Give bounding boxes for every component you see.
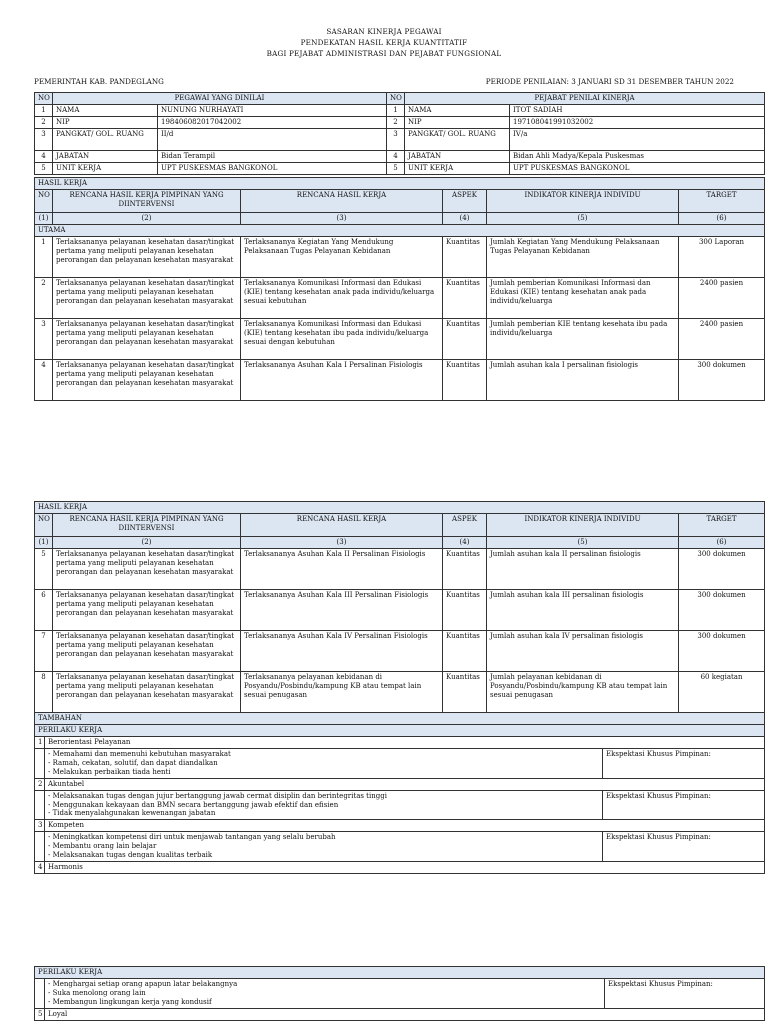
nama-penilai: ITOT SADIAH xyxy=(510,105,765,117)
section-utama: UTAMA xyxy=(35,224,765,236)
table-row: 5 Terlaksananya pelayanan kesehatan dasar/tingkat pertama yang meliputi pelayanan kesehatan perorangan dan pelayanan kesehatan masyarakat Terlaksananya Asuhan Kala II Persalinan Fisiologis Kuantitas Jumlah asuhan kala II persalinan fisiologis 300 dokumen xyxy=(35,548,765,589)
ekspektasi-label: Ekspektasi Khusus Pimpinan: xyxy=(603,790,765,820)
section-hasil-kerja: HASIL KERJA xyxy=(35,178,765,190)
pegawai-row: 5 UNIT KERJA UPT PUSKESMAS BANGKONOL 5 UNIT KERJA UPT PUSKESMAS BANGKONOL xyxy=(35,163,765,175)
section-perilaku-kerja: PERILAKU KERJA xyxy=(35,724,765,736)
doc-subtitle-2: BAGI PEJABAT ADMINISTRASI DAN PEJABAT FUNGSIONAL xyxy=(266,49,502,58)
jabatan-dinilai: Bidan Terampil xyxy=(158,151,387,163)
pangkat-dinilai: II/d xyxy=(158,129,387,151)
perilaku-detail: - Memahami dan memenuhi kebutuhan masyarakat - Ramah, cekatan, solutif, dan dapat diandalkan - Melakukan perbaikan tiada henti Ekspektasi Khusus Pimpinan: xyxy=(35,748,765,778)
perilaku-item: 2 Akuntabel xyxy=(35,778,765,790)
col-no: NO xyxy=(35,189,53,212)
instansi-label: PEMERINTAH KAB. PANDEGLANG xyxy=(34,77,164,86)
table-row: 1 Terlaksananya pelayanan kesehatan dasar/tingkat pertama yang meliputi pelayanan kesehatan perorangan dan pelayanan kesehatan masyarakat Terlaksananya Kegiatan Yang Mendukung Pelaksanaan Tugas Pelayanan Kebidanan Kuantitas Jumlah Kegiatan Yang Mendukung Pelaksanaan Tugas Pelayanan Kebidanan 300 Laporan xyxy=(35,236,765,277)
document-titles xyxy=(0,27,768,60)
col-aspek: ASPEK xyxy=(443,189,487,212)
doc-subtitle: PENDEKATAN HASIL KERJA KUANTITATIF xyxy=(300,38,468,47)
perilaku-item: 3 Kompeten xyxy=(35,820,765,832)
ekspektasi-label: Ekspektasi Khusus Pimpinan: xyxy=(603,832,765,862)
doc-title: SASARAN KINERJA PEGAWAI xyxy=(326,27,442,36)
table-row: 7 Terlaksananya pelayanan kesehatan dasar/tingkat pertama yang meliputi pelayanan kesehatan perorangan dan pelayanan kesehatan masyarakat Terlaksananya Asuhan Kala IV Persalinan Fisiologis Kuantitas Jumlah asuhan kala IV persalinan fisiologis 300 dokumen xyxy=(35,630,765,671)
nama-dinilai: NUNUNG NURHAYATI xyxy=(158,105,387,117)
section-hasil-kerja-2: HASIL KERJA xyxy=(35,502,765,514)
pegawai-row: 3 PANGKAT/ GOL. RUANG II/d 3 PANGKAT/ GOL. RUANG IV/a xyxy=(35,129,765,151)
section-perilaku-kerja-3: PERILAKU KERJA xyxy=(35,967,765,979)
col-target: TARGET xyxy=(679,189,765,212)
table-row: 2 Terlaksananya pelayanan kesehatan dasar/tingkat pertama yang meliputi pelayanan kesehatan perorangan dan pelayanan kesehatan masyarakat Terlaksananya Komunikasi Informasi dan Edukasi (KIE) tentang kesehatan anak pada individu/keluarga sesuai kebutuhan Kuantitas Jumlah pemberian Komunikasi Informasi dan Edukasi (KIE) tentang kesehatan anak pada individu/keluarga 2400 pasien xyxy=(35,277,765,318)
perilaku-detail: - Menghargai setiap orang apapun latar belakangnya - Suka menolong orang lain - Membangun lingkungan kerja yang kondusif Ekspektasi Khusus Pimpinan: xyxy=(35,978,765,1008)
unit-penilai: UPT PUSKESMAS BANGKONOL xyxy=(510,163,765,175)
perilaku-item: 1 Berorientasi Pelayanan xyxy=(35,736,765,748)
perilaku-kerja-table-3 xyxy=(34,966,765,1021)
perilaku-item: 5 Loyal xyxy=(35,1008,765,1020)
col-rhk: RENCANA HASIL KERJA xyxy=(241,189,443,212)
col-rhk-pimpinan: RENCANA HASIL KERJA PIMPINAN YANG DIINTERVENSI xyxy=(53,189,241,212)
table-row: 3 Terlaksananya pelayanan kesehatan dasar/tingkat pertama yang meliputi pelayanan kesehatan perorangan dan pelayanan kesehatan masyarakat Terlaksananya Komunikasi Informasi dan Edukasi (KIE) tentang kesehatan ibu pada individu/keluarga sesuai dengan kebutuhan Kuantitas Jumlah pemberian KIE tentang kesehata ibu pada individu/keluarga 2400 pasien xyxy=(35,318,765,359)
section-tambahan: TAMBAHAN xyxy=(35,712,765,724)
jabatan-penilai: Bidan Ahli Madya/Kepala Puskesmas xyxy=(510,151,765,163)
ekspektasi-label: Ekspektasi Khusus Pimpinan: xyxy=(605,978,765,1008)
pegawai-row: 1 NAMA NUNUNG NURHAYATI 1 NAMA ITOT SADIAH xyxy=(35,105,765,117)
table-row: 8 Terlaksananya pelayanan kesehatan dasar/tingkat pertama yang meliputi pelayanan kesehatan perorangan dan pelayanan kesehatan masyarakat Terlaksananya pelayanan kebidanan di Posyandu/Posbindu/kampung KB atau tempat lain sesuai penugasan Kuantitas Jumlah pelayanan kebidanan di Posyandu/Posbindu/kampung KB atau tempat lain sesuai penugasan 60 kegiatan xyxy=(35,671,765,712)
periode-label: PERIODE PENILAIAN: 3 JANUARI SD 31 DESEMBER TAHUN 2022 xyxy=(485,77,734,86)
perilaku-detail: - Meningkatkan kompetensi diri untuk menjawab tantangan yang selalu berubah - Membantu orang lain belajar - Melaksanakan tugas dengan kualitas terbaik Ekspektasi Khusus Pimpinan: xyxy=(35,832,765,862)
unit-dinilai: UPT PUSKESMAS BANGKONOL xyxy=(158,163,387,175)
nip-penilai: 197108041991032002 xyxy=(510,117,765,129)
header-no: NO xyxy=(35,93,53,105)
ekspektasi-label: Ekspektasi Khusus Pimpinan: xyxy=(603,748,765,778)
header-pejabat-penilai: PEJABAT PENILAI KINERJA xyxy=(405,93,765,105)
perilaku-item: 4 Harmonis xyxy=(35,862,765,874)
hasil-kerja-table: HASIL KERJA NO RENCANA HASIL KERJA PIMPINAN YANG DIINTERVENSI RENCANA HASIL KERJA ASPEK INDIKATOR KINERJA INDIVIDU TARGET (1) (2) (3) (4) (5) (6) UTAMA 1 Terlaksananya pelayanan kesehatan dasar/tingkat pertama yang meliputi pelayanan kesehatan perorangan dan pelayanan kesehatan masyarakat Terlaksananya Kegiatan Yang Mendukung Pelaksanaan Tugas Pelayanan Kebidanan Kuantitas Jumlah Kegiatan Yang Mendukung Pelaksanaan Tugas Pelayanan Kebidanan 300 Laporan 2 Terlaksananya pelayanan kesehatan dasar/tingkat pertama yang meliputi pelayanan kesehatan perorangan dan pelayanan kesehatan masyarakat Terlaksananya Komunikasi Informasi dan Edukasi (KIE) tentang kesehatan anak pada individu/keluarga sesuai kebutuhan Kuantitas Jumlah pemberian Komunikasi Informasi dan Edukasi (KIE) tentang kesehatan anak pada individu/keluarga 2400 pasien 3 Terlaksananya pelayanan kesehatan dasar/tingkat pertama yang meliputi pelayanan kesehatan perorangan dan pelayanan kesehatan masyarakat Terlaksananya Komunikasi Informasi dan Edukasi (KIE) tentang kesehatan ibu pada individu/keluarga sesuai dengan kebutuhan Kuantitas Jumlah pemberian KIE tentang kesehata ibu pada individu/keluarga 2400 pasien 4 Terlaksananya pelayanan kesehatan dasar/tingkat pertama yang meliputi pelayanan kesehatan perorangan dan pelayanan kesehatan masyarakat Terlaksananya Asuhan Kala I Persalinan Fisiologis Kuantitas Jumlah asuhan kala I persalinan fisiologis 300 dokumen xyxy=(34,177,765,401)
pangkat-penilai: IV/a xyxy=(510,129,765,151)
header-no-2: NO xyxy=(387,93,405,105)
table-row: 4 Terlaksananya pelayanan kesehatan dasar/tingkat pertama yang meliputi pelayanan kesehatan perorangan dan pelayanan kesehatan masyarakat Terlaksananya Asuhan Kala I Persalinan Fisiologis Kuantitas Jumlah asuhan kala I persalinan fisiologis 300 dokumen xyxy=(35,359,765,400)
nip-dinilai: 198406082017042002 xyxy=(158,117,387,129)
pegawai-row: 2 NIP 198406082017042002 2 NIP 197108041991032002 xyxy=(35,117,765,129)
table-row: 6 Terlaksananya pelayanan kesehatan dasar/tingkat pertama yang meliputi pelayanan kesehatan perorangan dan pelayanan kesehatan masyarakat Terlaksananya Asuhan Kala III Persalinan Fisiologis Kuantitas Jumlah asuhan kala III persalinan fisiologis 300 dokumen xyxy=(35,589,765,630)
col-indikator: INDIKATOR KINERJA INDIVIDU xyxy=(487,189,679,212)
pegawai-table xyxy=(34,92,765,175)
hasil-kerja-table-2: HASIL KERJA NO RENCANA HASIL KERJA PIMPINAN YANG DIINTERVENSI RENCANA HASIL KERJA ASPEK INDIKATOR KINERJA INDIVIDU TARGET (1) (2) (3) (4) (5) (6) 5 Terlaksananya pelayanan kesehatan dasar/tingkat pertama yang meliputi pelayanan kesehatan perorangan dan pelayanan kesehatan masyarakat Terlaksananya Asuhan Kala II Persalinan Fisiologis Kuantitas Jumlah asuhan kala II persalinan fisiologis 300 dokumen 6 Terlaksananya pelayanan kesehatan dasar/tingkat pertama yang meliputi pelayanan kesehatan perorangan dan pelayanan kesehatan masyarakat Terlaksananya Asuhan Kala III Persalinan Fisiologis Kuantitas Jumlah asuhan kala III persalinan fisiologis 300 dokumen 7 Terlaksananya pelayanan kesehatan dasar/tingkat pertama yang meliputi pelayanan kesehatan perorangan dan pelayanan kesehatan masyarakat Terlaksananya Asuhan Kala IV Persalinan Fisiologis Kuantitas Jumlah asuhan kala IV persalinan fisiologis 300 dokumen 8 Terlaksananya pelayanan kesehatan dasar/tingkat pertama yang meliputi pelayanan kesehatan perorangan dan pelayanan kesehatan masyarakat Terlaksananya pelayanan kebidanan di Posyandu/Posbindu/kampung KB atau tempat lain sesuai penugasan Kuantitas Jumlah pelayanan kebidanan di Posyandu/Posbindu/kampung KB atau tempat lain sesuai penugasan 60 kegiatan TAMBAHAN PERILAKU KERJA 1 Berorientasi Pelayanan - Memahami dan memenuhi kebutuhan masyarakat - Ramah, cekatan, solutif, dan dapat diandalkan - Melakukan perbaikan tiada henti Ekspektasi Khusus Pimpinan: 2 Akuntabel - Melaksanakan tugas dengan jujur bertanggung jawab cermat disiplin dan berintegritas tinggi - Menggunakan kekayaan dan BMN secara bertanggung jawab efektif dan efisien - Tidak menyalahgunakan kewenangan jabatan Ekspektasi Khusus Pimpinan: 3 Kompeten - Meningkatkan kompetensi diri untuk menjawab tantangan yang selalu berubah - Membantu orang lain belajar - Melaksanakan tugas dengan kualitas terbaik Ekspektasi Khusus Pimpinan: 4 Harmonis xyxy=(34,501,765,874)
pegawai-row: 4 JABATAN Bidan Terampil 4 JABATAN Bidan Ahli Madya/Kepala Puskesmas xyxy=(35,151,765,163)
perilaku-detail: - Melaksanakan tugas dengan jujur bertanggung jawab cermat disiplin dan berintegritas tinggi - Menggunakan kekayaan dan BMN secara bertanggung jawab efektif dan efisien - Tidak menyalahgunakan kewenangan jabatan Ekspektasi Khusus Pimpinan: xyxy=(35,790,765,820)
header-pegawai-dinilai: PEGAWAI YANG DINILAI xyxy=(53,93,387,105)
